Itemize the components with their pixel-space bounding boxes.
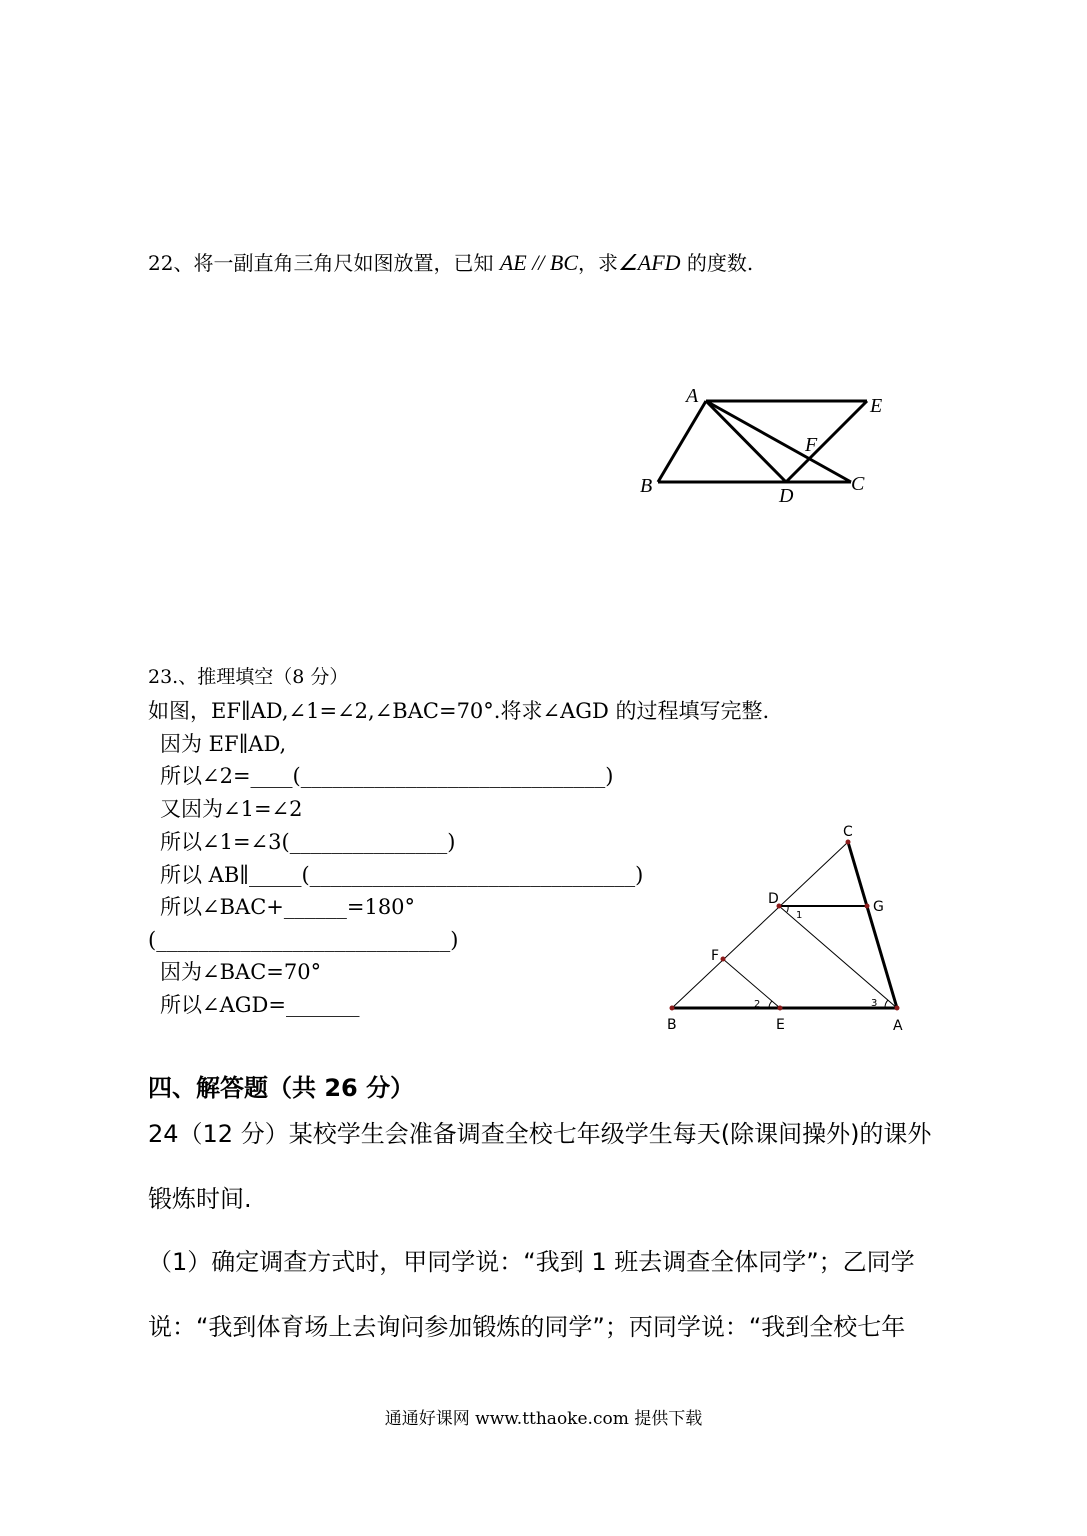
label-E: E <box>870 395 883 417</box>
q23-line: 如图，EF∥AD,∠1=∠2,∠BAC=70°.将求∠AGD 的过程填写完整. <box>148 699 770 723</box>
point-A <box>895 1006 900 1011</box>
point-C <box>846 840 851 845</box>
label-F: F <box>711 948 720 964</box>
point-B <box>670 1006 675 1011</box>
angle-label-1: 1 <box>796 910 803 921</box>
label-D: D <box>768 891 779 907</box>
segment-DA <box>779 906 897 1008</box>
q23-line: 又因为∠1=∠2 <box>160 797 303 821</box>
page-footer: 通通好课网 www.tthaoke.com 提供下载 <box>384 1409 703 1429</box>
q22-mid: ，求 <box>578 251 619 275</box>
label-C: C <box>843 824 853 840</box>
point-E <box>778 1006 783 1011</box>
label-C: C <box>851 473 865 495</box>
q23-line: (____________________________) <box>148 928 459 952</box>
label-F: F <box>805 434 818 456</box>
q22-prefix: 22、将一副直角三角尺如图放置，已知 <box>148 251 500 275</box>
label-D: D <box>779 485 794 507</box>
q24-line: 说：“我到体育场上去询问参加锻炼的同学”；丙同学说：“我到全校七年 <box>148 1313 906 1341</box>
q22-suffix: 的度数. <box>680 251 754 275</box>
q24-line: 24（12 分）某校学生会准备调查全校七年级学生每天(除课间操外)的课外 <box>148 1120 932 1148</box>
q23-title: 23.、推理填空（8 分） <box>148 666 349 688</box>
segment-BC <box>672 842 848 1008</box>
label-G: G <box>873 899 884 915</box>
q23-line: 因为∠BAC=70° <box>160 960 322 984</box>
q23-line: 所以∠AGD=_______ <box>160 993 360 1017</box>
segment-CA <box>848 842 897 1008</box>
q22-target: ∠AFD <box>618 250 681 275</box>
point-F <box>721 957 726 962</box>
label-E: E <box>776 1017 785 1033</box>
section-title: 四、解答题（共 26 分） <box>148 1074 415 1102</box>
q22-condition: AE // BC <box>499 250 579 275</box>
angle-label-3: 3 <box>871 998 878 1009</box>
q24-line: 锻炼时间. <box>148 1185 252 1213</box>
q23-line: 因为 EF∥AD, <box>160 732 287 756</box>
q23-line: 所以 AB∥_____(_______________________________) <box>160 863 644 887</box>
label-B: B <box>667 1017 677 1033</box>
point-G <box>865 904 870 909</box>
q23-line: 所以∠1=∠3(_______________) <box>160 830 456 854</box>
label-B: B <box>640 475 653 497</box>
q23-line: 所以∠2=____(_____________________________) <box>160 764 614 788</box>
label-A: A <box>893 1018 903 1034</box>
q23-line: 所以∠BAC+______=180° <box>160 895 416 919</box>
q24-line: （1）确定调查方式时，甲同学说：“我到 1 班去调查全体同学”；乙同学 <box>148 1248 915 1276</box>
segment-FE <box>723 959 780 1008</box>
angle-label-2: 2 <box>754 999 761 1010</box>
label-A: A <box>686 385 699 407</box>
